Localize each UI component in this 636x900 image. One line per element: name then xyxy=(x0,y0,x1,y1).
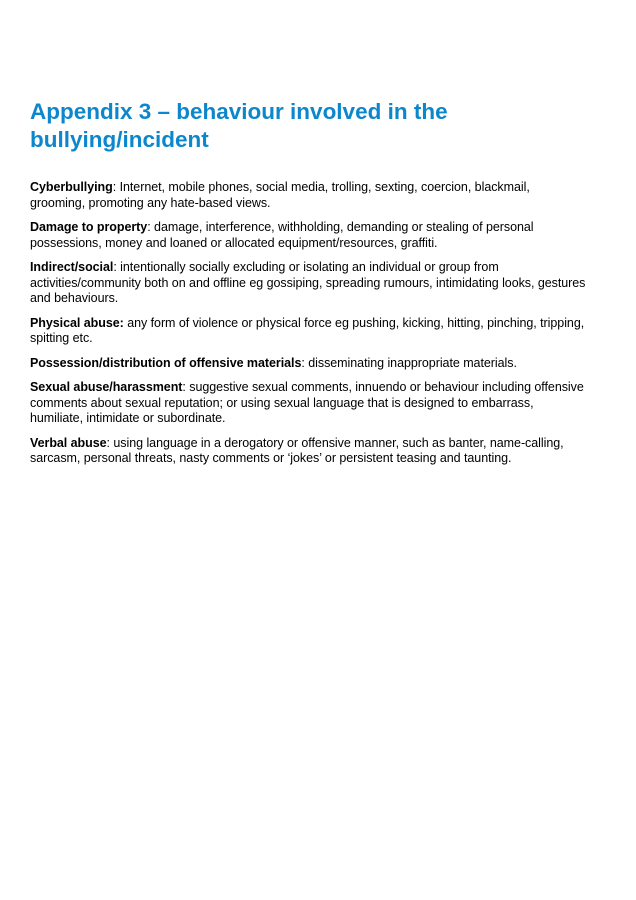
entry-offensive-materials xyxy=(30,356,610,372)
entry-separator: : xyxy=(113,260,121,274)
entry-text-line-3: and behaviours. xyxy=(30,291,119,305)
entry-separator: : xyxy=(182,380,190,394)
entry-term: Damage to property xyxy=(30,220,148,234)
entry-text-line-3: humiliate, intimidate or subordinate. xyxy=(30,411,226,425)
entry-sexual-abuse-harassment xyxy=(30,380,610,427)
entry-verbal-abuse xyxy=(30,436,610,467)
entry-text-line-2: grooming, promoting any hate-based views. xyxy=(30,195,271,210)
entry-term: Cyberbullying xyxy=(30,180,113,194)
page-title-line-2: bullying/incident xyxy=(30,127,209,152)
entry-cyberbullying xyxy=(30,180,610,211)
entry-text-line-2: spitting etc. xyxy=(30,331,93,345)
entry-text-line-2: comments about sexual reputation; or using sexual language that is designed to embarrass, xyxy=(30,395,534,410)
entry-term: Sexual abuse/harassment xyxy=(30,380,183,394)
entry-separator: : xyxy=(147,220,155,234)
entry-text-line-2: activities/community both on and offline eg gossiping, spreading rumours, intimidating looks, gestures xyxy=(30,275,586,290)
entry-separator: : xyxy=(301,355,309,370)
entry-term: Verbal abuse xyxy=(30,435,107,450)
entry-damage-to-property xyxy=(30,220,610,251)
entry-text-line-1: using language in a derogatory or offensive manner, such as banter, name-calling, xyxy=(113,435,564,450)
entry-text-line-2: sarcasm, personal threats, nasty comments or ‘jokes’ or persistent teasing and taunting. xyxy=(30,451,512,465)
entry-term: Physical abuse: xyxy=(30,315,124,330)
entry-text-line-1: any form of violence or physical force eg pushing, kicking, hitting, pinching, tripping, xyxy=(127,315,585,330)
entry-physical-abuse xyxy=(30,316,610,347)
entry-text-line-1: disseminating inappropriate materials. xyxy=(308,355,517,370)
entry-term: Possession/distribution of offensive materials xyxy=(30,355,302,370)
entry-text-line-2: possessions, money and loaned or allocated equipment/resources, graffiti. xyxy=(30,235,438,250)
entry-separator: : xyxy=(112,180,120,194)
entry-text-line-1: damage, interference, withholding, demanding or stealing of personal xyxy=(154,220,534,234)
page-title-line-1: Appendix 3 – behaviour involved in the xyxy=(30,99,448,124)
entry-text-line-1: suggestive sexual comments, innuendo or behaviour including offensive xyxy=(189,380,584,394)
document-page xyxy=(30,98,610,476)
entry-text-line-1: Internet, mobile phones, social media, trolling, sexting, coercion, blackmail, xyxy=(119,180,530,194)
entry-text-line-1: intentionally socially excluding or isolating an individual or group from xyxy=(120,260,499,274)
entry-indirect-social xyxy=(30,260,610,307)
entry-term: Indirect/social xyxy=(30,260,114,274)
page-title xyxy=(30,98,610,154)
entry-separator: : xyxy=(106,435,114,450)
